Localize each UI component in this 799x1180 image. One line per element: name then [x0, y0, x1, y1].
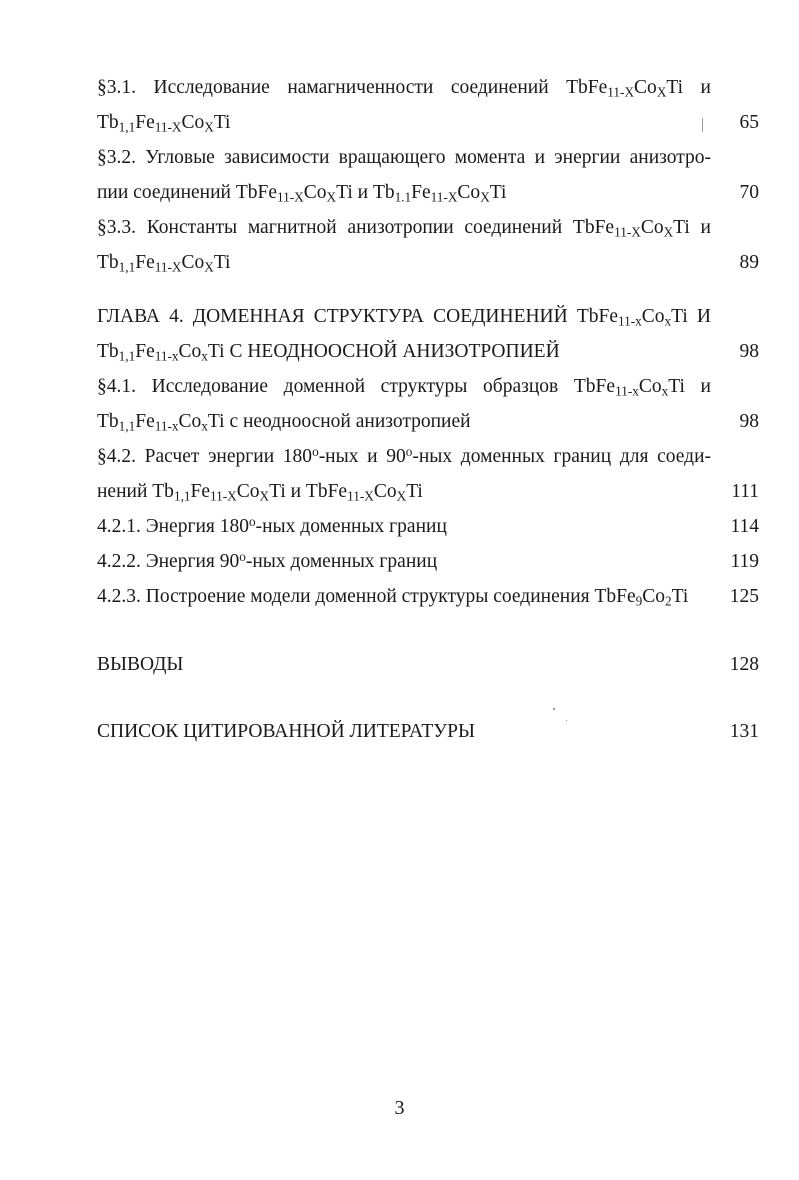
toc-page-number: 131 — [729, 721, 759, 742]
scan-speck — [702, 118, 703, 132]
page-number: 3 — [394, 1097, 405, 1119]
toc-page-number: 70 — [739, 182, 759, 203]
toc-entry-4-2-1: 4.2.1. Энергия 180$^o$-ных доменных границ 114 — [97, 509, 759, 544]
toc-conclusions-label: ВЫВОДЫ — [97, 654, 184, 675]
toc-page-number: 128 — [729, 654, 759, 675]
toc-page-number: 98 — [739, 341, 759, 362]
toc-chapter-4-line1: ГЛАВА 4. ДОМЕННАЯ СТРУКТУРА СОЕДИНЕНИЙ $TbFe_{11-x}Co_xTi$ И — [97, 306, 711, 329]
table-of-contents — [97, 70, 759, 749]
toc-entry-3-2-line1: §3.2. Угловые зависимости вращающего момента и энергии анизотро- — [97, 147, 711, 168]
toc-entry-3-3-line1: §3.3. Константы магнитной анизотропии соединений $TbFe_{11-X}Co_XTi$ и — [97, 217, 711, 240]
toc-page-number: 114 — [730, 516, 759, 537]
toc-entry-3-1-line1 — [97, 70, 759, 105]
toc-entry-3-1-text: §3.1. Исследование намагниченности соединений $TbFe_{11-X}Co_XTi$ и — [97, 77, 711, 100]
toc-entry-4-2-line1: §4.2. Расчет энергии 180$^o$-ных и 90$^o$-ных доменных границ для соеди- — [97, 444, 712, 467]
toc-page-number: 98 — [739, 411, 759, 432]
scan-speck — [553, 708, 555, 710]
toc-entry-3-1-line2: $Tb_{1,1}Fe_{11-X}Co_XTi$ 65 — [97, 105, 759, 140]
toc-references-label: СПИСОК ЦИТИРОВАННОЙ ЛИТЕРАТУРЫ — [97, 721, 475, 742]
toc-page-number: 119 — [730, 551, 759, 572]
toc-entry-3-3-line2: $Tb_{1,1}Fe_{11-X}Co_XTi$ 89 — [97, 245, 759, 280]
toc-entry-references — [97, 714, 759, 749]
toc-entry-4-1-line2: $Tb_{1,1}Fe_{11-x}Co_xTi$ с неодноосной анизотропией 98 — [97, 404, 759, 439]
toc-entry-3-2-line2: пии соединений $TbFe_{11-X}Co_XTi$ и $Tb_{1.1}Fe_{11-X}Co_XTi$ 70 — [97, 175, 759, 210]
scan-speck — [566, 720, 567, 721]
toc-page-number: 89 — [739, 252, 759, 273]
toc-page-number: 65 — [739, 112, 759, 133]
toc-page-number: 111 — [731, 481, 759, 502]
toc-entry-4-2-2: 4.2.2. Энергия 90$^o$-ных доменных границ 119 — [97, 544, 759, 579]
toc-entry-4-2-line2: нений $Tb_{1,1}Fe_{11-X}Co_XTi$ и $TbFe_{11-X}Co_XTi$ 111 — [97, 474, 759, 509]
toc-chapter-4-line2: $Tb_{1,1}Fe_{11-x}Co_xTi$ С НЕОДНООСНОЙ АНИЗОТРОПИЕЙ 98 — [97, 334, 759, 369]
toc-entry-4-1-line1: §4.1. Исследование доменной структуры образцов $TbFe_{11-x}Co_xTi$ и — [97, 376, 711, 399]
toc-entry-conclusions — [97, 647, 759, 682]
toc-entry-4-2-3: 4.2.3. Построение модели доменной структуры соединения $TbFe_9Co_2Ti$ 125 — [97, 579, 759, 614]
toc-page-number: 125 — [729, 586, 759, 607]
